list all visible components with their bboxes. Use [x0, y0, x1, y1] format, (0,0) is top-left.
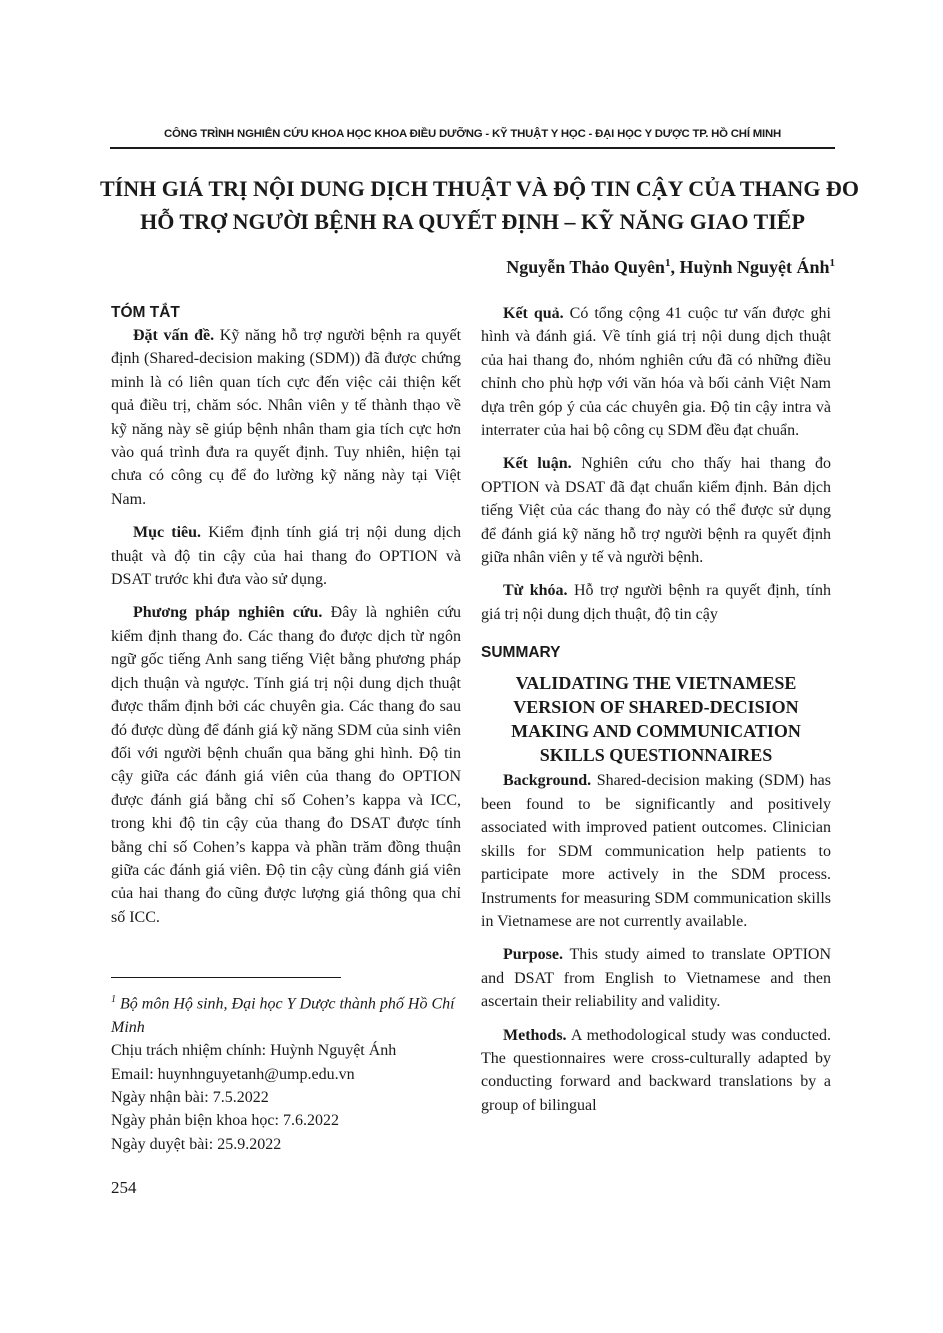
summary-heading: SUMMARY — [481, 644, 561, 662]
section-text: A methodological study was conducted. The questionnaires were cross-culturally adapted by conducting forward and backward translations by a group of bilingual — [481, 1026, 831, 1114]
abstract-heading: TÓM TẮT — [111, 304, 180, 321]
abstract-results — [481, 302, 831, 442]
section-label: Từ khóa. — [503, 582, 568, 600]
right-column — [481, 302, 831, 1127]
date-accepted: Ngày duyệt bài: 25.9.2022 — [111, 1135, 282, 1153]
summary-methods — [481, 1024, 831, 1118]
affiliation-mark: 1 — [829, 257, 835, 269]
summary-background — [481, 769, 831, 933]
abstract-methods — [111, 601, 461, 929]
article-title — [100, 172, 859, 238]
section-label: Phương pháp nghiên cứu. — [133, 604, 323, 622]
english-title-line: VERSION OF SHARED-DECISION — [513, 697, 799, 718]
english-title-line: VALIDATING THE VIETNAMESE — [515, 673, 797, 694]
date-reviewed: Ngày phản biện khoa học: 7.6.2022 — [111, 1112, 339, 1130]
section-text: Kiểm định tính giá trị nội dung dịch thuật và độ tin cậy của hai thang đo OPTION và DSAT trước khi đưa vào sử dụng. — [111, 524, 462, 589]
section-text: Kỹ năng hỗ trợ người bệnh ra quyết định (Shared-decision making (SDM)) đã được chứng minh là có liên quan tích cực đến việc cải thiện kết quả điều trị, chăm sóc. Nhân viên y tế thành thạo về kỹ năng này sẽ giúp bệnh nhân tham gia tích cực hơn vào quá trình đưa ra quyết định. Tuy nhiên, hiện tại chưa có công cụ để đo lường kỹ năng này tại Việt Nam. — [111, 327, 462, 508]
summary-purpose — [481, 943, 831, 1013]
title-line-1: TÍNH GIÁ TRỊ NỘI DUNG DỊCH THUẬT VÀ ĐỘ TIN CẬY CỦA THANG ĐO — [100, 176, 859, 201]
section-label: Background. — [503, 772, 592, 790]
author-list — [506, 257, 835, 278]
affiliation-text: Bộ môn Hộ sinh, Đại học Y Dược thành phố Hồ Chí Minh — [111, 995, 455, 1036]
section-label: Mục tiêu. — [133, 524, 202, 542]
section-text: Nghiên cứu cho thấy hai thang đo OPTION và DSAT đã đạt chuẩn kiểm định. Bản dịch tiếng Việt của các thang đo này có thể được sử dụng để đánh giá kỹ năng hỗ trợ người bệnh ra quyết định giữa nhân viên y tế và người bệnh. — [481, 455, 831, 567]
affiliation-mark: 1 — [111, 994, 116, 1005]
abstract-objective — [111, 521, 461, 591]
author-separator: , — [670, 257, 680, 277]
section-label: Purpose. — [503, 946, 563, 964]
section-text: Hỗ trợ người bệnh ra quyết định, tính giá trị nội dung dịch thuật, độ tin cậy — [481, 582, 832, 623]
date-received: Ngày nhận bài: 7.5.2022 — [111, 1088, 269, 1106]
section-text: Shared-decision making (SDM) has been found to be significantly and positively associated with improved patient outcomes. Clinician skills for SDM communication help patients to participate more actively in the SDM process. Instruments for measuring SDM communication skills in Vietnamese are not currently available. — [481, 772, 832, 930]
english-title-line: SKILLS QUESTIONNAIRES — [539, 744, 773, 765]
english-title-line: MAKING AND COMMUNICATION — [511, 720, 801, 741]
page-number: 254 — [111, 1178, 137, 1197]
author-name: Huỳnh Nguyệt Ánh — [679, 257, 830, 277]
section-label: Kết luận. — [503, 455, 572, 473]
section-label: Kết quả. — [503, 305, 564, 322]
abstract-background — [111, 324, 461, 511]
section-label: Đặt vấn đề. — [133, 327, 215, 344]
abstract-conclusion — [481, 452, 831, 569]
title-line-2: HỖ TRỢ NGƯỜI BỆNH RA QUYẾT ĐỊNH – KỸ NĂNG GIAO TIẾP — [140, 209, 805, 234]
affiliation-mark: 1 — [664, 257, 671, 269]
contact-email: Email: huynhnguyetanh@ump.edu.vn — [111, 1065, 355, 1083]
left-column — [111, 302, 461, 939]
section-text: Đây là nghiên cứu kiểm định thang đo. Các thang đo được dịch từ ngôn ngữ gốc tiếng Anh sang tiếng Việt bằng phương pháp dịch thuận và ngược. Tính giá trị nội dung dịch thuật được thẩm định bởi các chuyên gia. Các thang đo sau đó được dùng để đánh giá kỹ năng SDM của sinh viên đối với người bệnh chuẩn qua băng ghi hình. Độ tin cậy giữa các đánh giá viên của thang đo OPTION được đánh giá bằng chỉ số Cohen’s kappa và ICC, trong khi độ tin cậy của thang đo DSAT được tính bằng chỉ số Cohen’s kappa và phần trăm đồng thuận giữa các đánh giá viên. Độ tin cậy cùng đánh giá viên của hai thang đo cũng được lượng giá thông qua chỉ số ICC. — [111, 604, 462, 926]
running-head: CÔNG TRÌNH NGHIÊN CỨU KHOA HỌC KHOA ĐIỀU DƯỠNG - KỸ THUẬT Y HỌC - ĐẠI HỌC Y DƯỢC TP. HỒ CHÍ MINH — [163, 128, 782, 140]
section-text: Có tổng cộng 41 cuộc tư vấn được ghi hình và đánh giá. Về tính giá trị nội dung dịch thuật của hai thang đo, nhóm nghiên cứu đã có những điều chỉnh cho phù hợp với văn hóa và bối cảnh Việt Nam dựa trên góp ý của các chuyên gia. Độ tin cậy intra và interrater của hai bộ công cụ SDM đều đạt chuẩn. — [481, 305, 831, 440]
english-title — [481, 672, 831, 767]
corresponding-author: Chịu trách nhiệm chính: Huỳnh Nguyệt Ánh — [111, 1042, 397, 1060]
affiliation-note — [111, 988, 463, 1039]
footnote-divider — [111, 977, 341, 978]
author-name: Nguyễn Thảo Quyên — [506, 257, 665, 277]
footnote — [111, 988, 463, 1156]
abstract-keywords — [481, 579, 831, 626]
section-label: Methods. — [503, 1026, 567, 1044]
section-text: This study aimed to translate OPTION and DSAT from English to Vietnamese and then ascertain their reliability and validity. — [481, 946, 832, 1011]
header-divider — [110, 147, 835, 149]
